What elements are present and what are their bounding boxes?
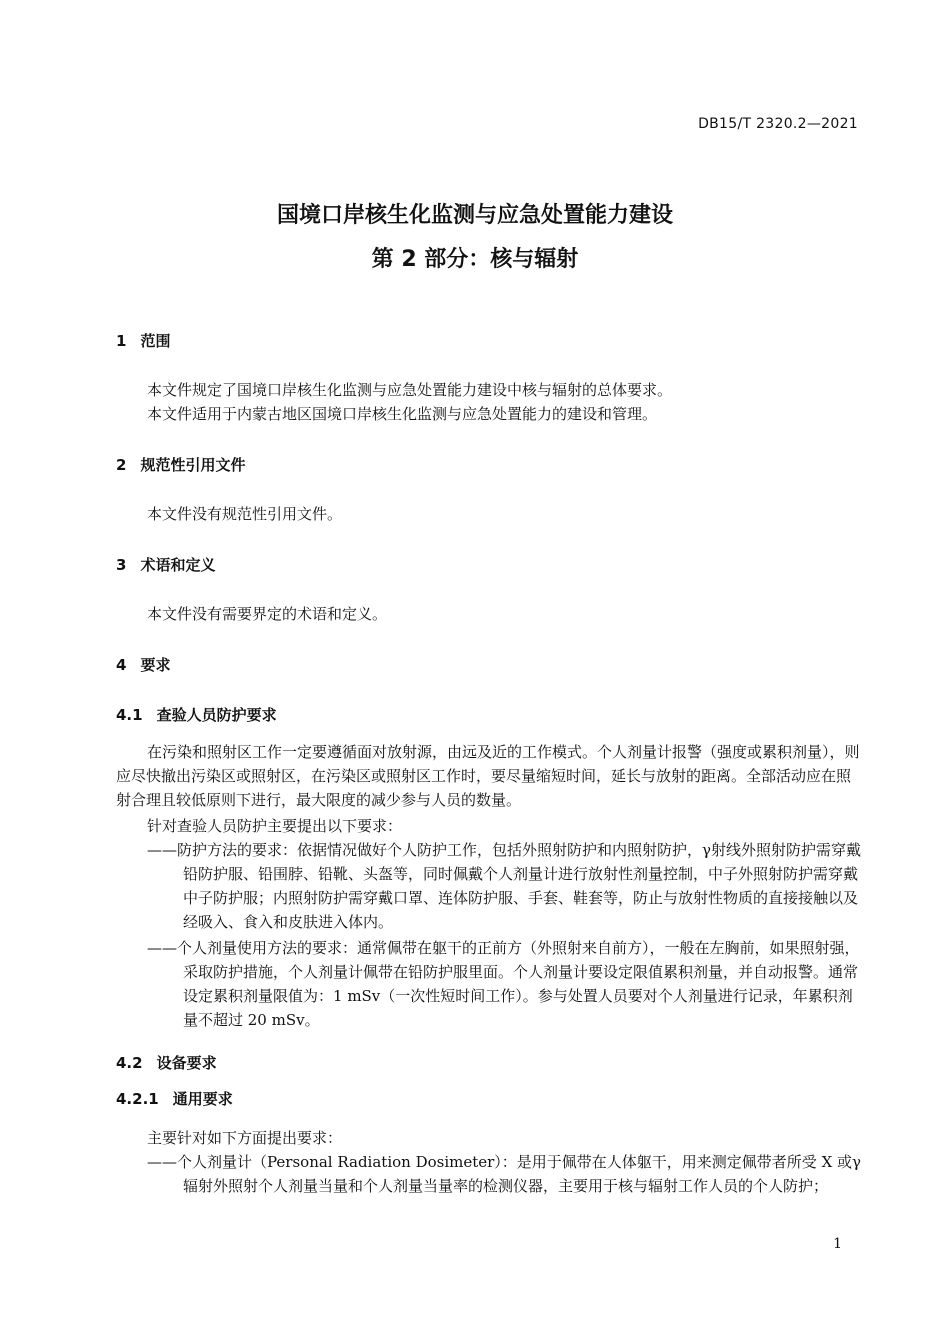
section-title: 通用要求 bbox=[172, 1090, 233, 1108]
section-number: 3 bbox=[116, 556, 127, 574]
paragraph: 在污染和照射区工作一定要遵循面对放射源，由远及近的工作模式。个人剂量计报警（强度或累积剂量），则应尽快撤出污染区或照射区，在污染区或照射区工作时，要尽量缩短时间，延长与放射的距离。全部活动应在照射合理且较低原则下进行，最大限度的减少参与人员的数量。 bbox=[116, 743, 860, 809]
paragraph: 本文件适用于内蒙古地区国境口岸核生化监测与应急处置能力的建设和管理。 bbox=[147, 405, 658, 423]
section-heading-4-2-1 bbox=[116, 1088, 233, 1109]
paragraph: 本文件规定了国境口岸核生化监测与应急处置能力建设中核与辐射的总体要求。 bbox=[147, 381, 673, 399]
section-title: 术语和定义 bbox=[140, 556, 216, 574]
section-heading-4-1 bbox=[116, 704, 277, 725]
section-title: 设备要求 bbox=[156, 1054, 217, 1072]
page-number: 1 bbox=[833, 1236, 842, 1252]
section-number: 4.2 bbox=[116, 1054, 143, 1072]
section-heading-3 bbox=[116, 554, 215, 575]
paragraph: 本文件没有规范性引用文件。 bbox=[147, 505, 343, 523]
section-number: 1 bbox=[116, 332, 127, 350]
section-number: 4.2.1 bbox=[116, 1090, 159, 1108]
paragraph: 针对查验人员防护主要提出以下要求： bbox=[147, 817, 403, 835]
section-heading-2 bbox=[116, 454, 245, 475]
section-title: 查验人员防护要求 bbox=[156, 706, 277, 724]
section-number: 2 bbox=[116, 456, 127, 474]
dash-list-item: ——防护方法的要求：依据情况做好个人防护工作，包括外照射防护和内照射防护，γ射线外照射防护需穿戴铅防护服、铅围脖、铅靴、头盔等，同时佩戴个人剂量计进行放射性剂量控制，中子外照射防护需穿戴中子防护服；内照射防护需穿戴口罩、连体防护服、手套、鞋套等，防止与放射性物质的直接接触以及经吸入、食入和皮肤进入体内。 bbox=[147, 841, 861, 931]
document-subtitle: 第 2 部分：核与辐射 bbox=[371, 247, 579, 272]
section-title: 要求 bbox=[140, 656, 171, 674]
paragraph: 本文件没有需要界定的术语和定义。 bbox=[147, 605, 388, 623]
section-number: 4.1 bbox=[116, 706, 143, 724]
document-title: 国境口岸核生化监测与应急处置能力建设 bbox=[276, 203, 673, 228]
dash-list-item: ——个人剂量使用方法的要求：通常佩带在躯干的正前方（外照射来自前方），一般在左胸前，如果照射强，采取防护措施，个人剂量计佩带在铅防护服里面。个人剂量计要设定限值累积剂量，并自动报警。通常设定累积剂量限值为：1 mSv（一次性短时间工作）。参与处置人员要对个人剂量进行记录，年累积剂量不超过 20 mSv。 bbox=[147, 939, 860, 1029]
section-title: 范围 bbox=[140, 332, 171, 350]
section-title: 规范性引用文件 bbox=[140, 456, 246, 474]
paragraph: 主要针对如下方面提出要求： bbox=[147, 1129, 343, 1147]
dash-list-item: ——个人剂量计（Personal Radiation Dosimeter）：是用于佩带在人体躯干，用来测定佩带者所受 X 或γ辐射外照射个人剂量当量和个人剂量当量率的检测仪器，主要用于核与辐射工作人员的个人防护； bbox=[147, 1153, 861, 1195]
section-heading-4 bbox=[116, 654, 170, 675]
section-number: 4 bbox=[116, 656, 127, 674]
section-heading-4-2 bbox=[116, 1052, 217, 1073]
document-number: DB15/T 2320.2—2021 bbox=[698, 116, 858, 132]
section-heading-1 bbox=[116, 330, 170, 351]
